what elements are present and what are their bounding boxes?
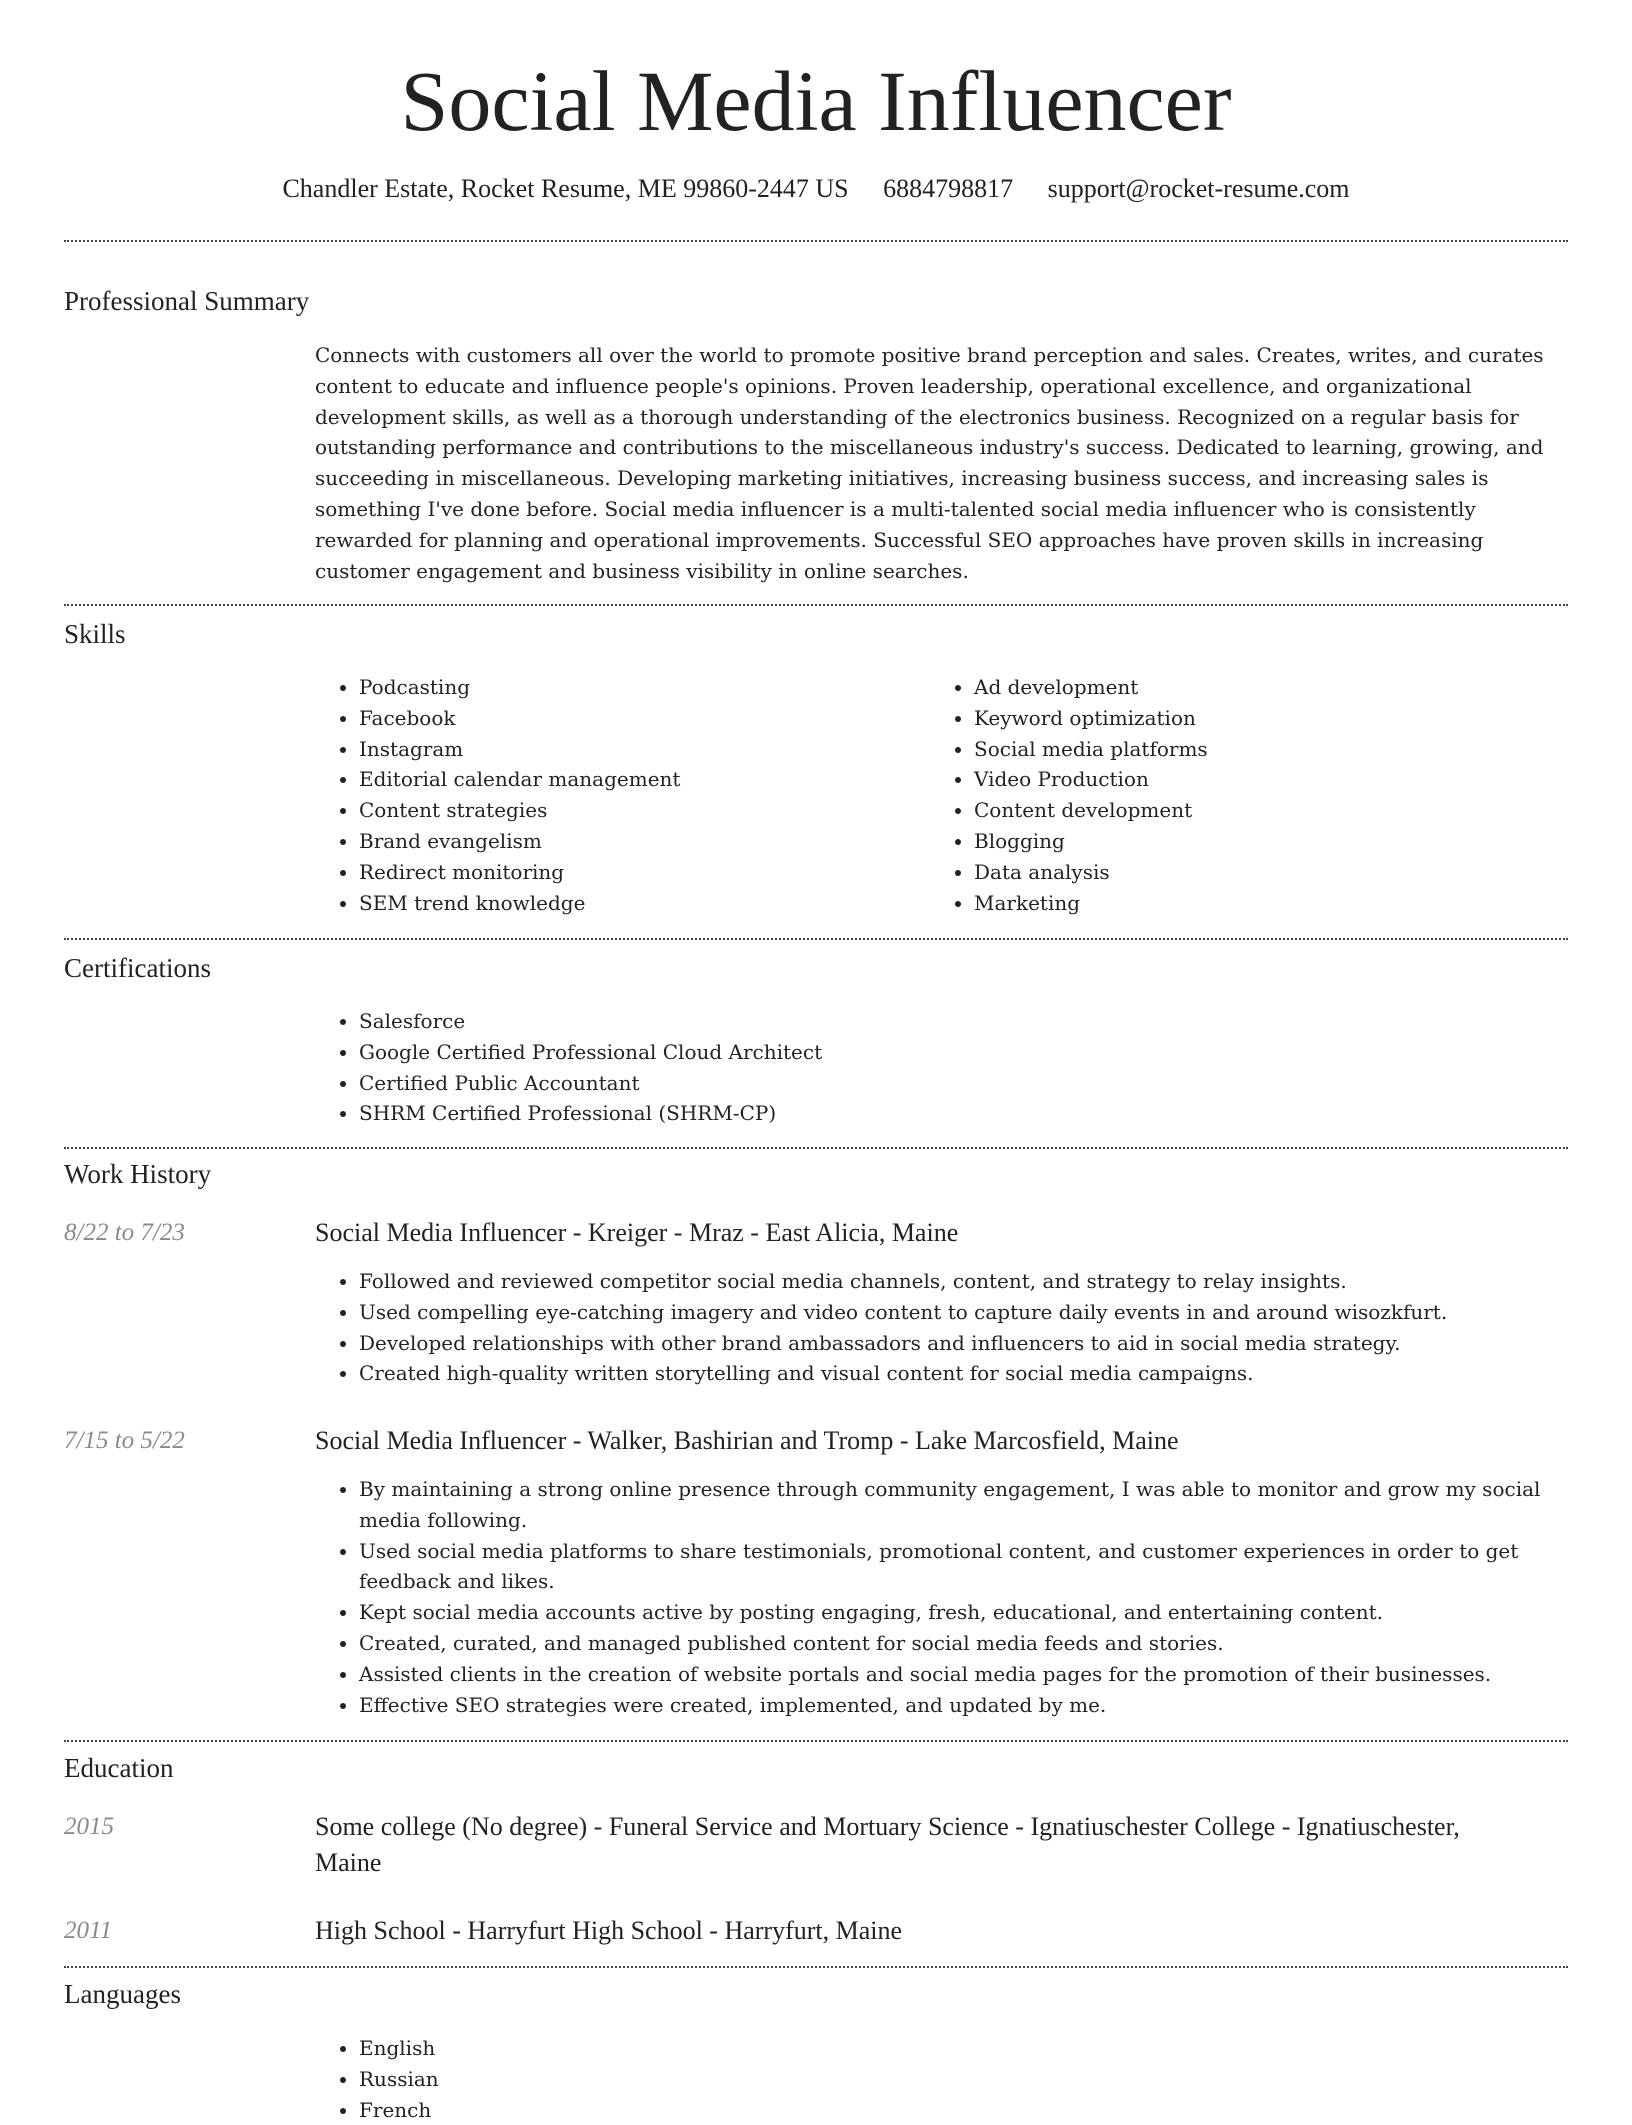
summary-text: Connects with customers all over the world to promote positive brand perception and sales. Creates, writes, and curates content to educate and influence people's opinions. Proven leadership, operational excellence, and organizational development skills, as well as a thorough understanding of the electronics business. Recognized on a regular basis for outstanding performance and contributions to the miscellaneous industry's success. Dedicated to learning, growing, and succeeding in miscellaneous. Developing marketing initiatives, increasing business success, and increasing sales is something I've done before. Social media influencer is a multi-talented social media influencer who is consistently rewarded for planning and operational improvements. Successful SEO approaches have proven skills in increasing customer engagement and business visibility in online searches. xyxy=(315,343,1544,583)
contact-address: Chandler Estate, Rocket Resume, ME 99860-2447 US xyxy=(282,174,849,203)
skill-item: • Data analysis xyxy=(974,857,1540,888)
education-degree: High School xyxy=(315,1916,446,1945)
education-year: 2015 xyxy=(64,1813,114,1840)
languages-block xyxy=(315,2033,925,2125)
languages-list xyxy=(315,2033,925,2125)
education-line xyxy=(315,1913,1495,1949)
job-title: Social Media Influencer xyxy=(315,1426,567,1455)
education-year: 2011 xyxy=(64,1917,113,1944)
skill-item: • Podcasting xyxy=(359,672,925,703)
summary-heading: Professional Summary xyxy=(64,286,310,316)
skill-item: • SEM trend knowledge xyxy=(359,888,925,919)
job-title: Social Media Influencer xyxy=(315,1218,567,1247)
contact-phone: 6884798817 xyxy=(883,174,1014,203)
job-bullets-block xyxy=(315,1266,1565,1389)
skills-left-column xyxy=(315,672,925,918)
job-bullet: • Assisted clients in the creation of website portals and social media pages for the promotion of their businesses. xyxy=(359,1659,1565,1690)
job-employer: - Walker, Bashirian and Tromp - Lake Marcosfield, Maine xyxy=(566,1426,1179,1455)
skill-item: • Brand evangelism xyxy=(359,826,925,857)
skills-list-right xyxy=(930,672,1540,918)
job-bullets xyxy=(315,1266,1565,1389)
section-divider xyxy=(64,240,1568,242)
section-divider xyxy=(64,1966,1568,1968)
skill-item: • Content development xyxy=(974,795,1540,826)
job-dates: 8/22 to 7/23 xyxy=(64,1219,185,1246)
skill-item: • Blogging xyxy=(974,826,1540,857)
job-bullet: • Effective SEO strategies were created, implemented, and updated by me. xyxy=(359,1690,1565,1721)
skill-item: • Editorial calendar management xyxy=(359,764,925,795)
job-bullet: • Created high-quality written storytelling and visual content for social media campaigns. xyxy=(359,1358,1565,1389)
skills-right-column xyxy=(930,672,1540,918)
certification-item: • Certified Public Accountant xyxy=(359,1068,1565,1099)
job-bullet: • Used compelling eye-catching imagery and video content to capture daily events in and around wisozkfurt. xyxy=(359,1297,1565,1328)
skills-list-left xyxy=(315,672,925,918)
skills-heading: Skills xyxy=(64,619,126,649)
job-bullets-block xyxy=(315,1474,1565,1720)
skill-item: • Social media platforms xyxy=(974,734,1540,765)
job-bullet: • Followed and reviewed competitor social media channels, content, and strategy to relay insights. xyxy=(359,1266,1565,1297)
language-item: • French xyxy=(359,2095,925,2125)
contact-line xyxy=(0,169,1632,209)
certification-item: • Salesforce xyxy=(359,1006,1565,1037)
job-dates: 7/15 to 5/22 xyxy=(64,1427,185,1454)
education-degree: Some college (No degree) - Funeral Service and Mortuary Science xyxy=(315,1812,1009,1841)
skill-item: • Video Production xyxy=(974,764,1540,795)
section-divider xyxy=(64,1147,1568,1149)
skill-item: • Redirect monitoring xyxy=(359,857,925,888)
languages-heading: Languages xyxy=(64,1979,181,2009)
certifications-heading: Certifications xyxy=(64,953,211,983)
job-bullet: • Created, curated, and managed published content for social media feeds and stories. xyxy=(359,1628,1565,1659)
language-item: • Russian xyxy=(359,2064,925,2095)
language-item: • English xyxy=(359,2033,925,2064)
job-title-line xyxy=(315,1215,1495,1251)
job-employer: - Kreiger - Mraz - East Alicia, Maine xyxy=(566,1218,959,1247)
education-school: - Ignatiuschester College - Ignatiuschester, Maine xyxy=(315,1812,1460,1877)
certifications-block xyxy=(315,1006,1565,1129)
education-school: - Harryfurt High School - Harryfurt, Maine xyxy=(445,1916,903,1945)
job-bullets xyxy=(315,1474,1565,1720)
education-heading: Education xyxy=(64,1753,174,1783)
certification-item: • SHRM Certified Professional (SHRM-CP) xyxy=(359,1098,1565,1129)
resume-name-title: Social Media Influencer xyxy=(400,53,1232,149)
skill-item: • Instagram xyxy=(359,734,925,765)
section-divider xyxy=(64,604,1568,606)
skill-item: • Keyword optimization xyxy=(974,703,1540,734)
section-divider xyxy=(64,938,1568,940)
job-bullet: • Used social media platforms to share testimonials, promotional content, and customer experiences in order to get feedback and likes. xyxy=(359,1536,1565,1598)
education-line xyxy=(315,1809,1495,1881)
skill-item: • Marketing xyxy=(974,888,1540,919)
certification-item: • Google Certified Professional Cloud Architect xyxy=(359,1037,1565,1068)
certifications-list xyxy=(315,1006,1565,1129)
contact-email[interactable]: support@rocket-resume.com xyxy=(1047,174,1350,203)
job-bullet: • Kept social media accounts active by posting engaging, fresh, educational, and entertaining content. xyxy=(359,1597,1565,1628)
skill-item: • Content strategies xyxy=(359,795,925,826)
section-divider xyxy=(64,1740,1568,1742)
skill-item: • Facebook xyxy=(359,703,925,734)
skill-item: • Ad development xyxy=(974,672,1540,703)
work-history-heading: Work History xyxy=(64,1159,212,1189)
job-bullet: • Developed relationships with other brand ambassadors and influencers to aid in social media strategy. xyxy=(359,1328,1565,1359)
job-bullet: • By maintaining a strong online presence through community engagement, I was able to monitor and grow my social media following. xyxy=(359,1474,1565,1536)
job-title-line xyxy=(315,1423,1495,1459)
